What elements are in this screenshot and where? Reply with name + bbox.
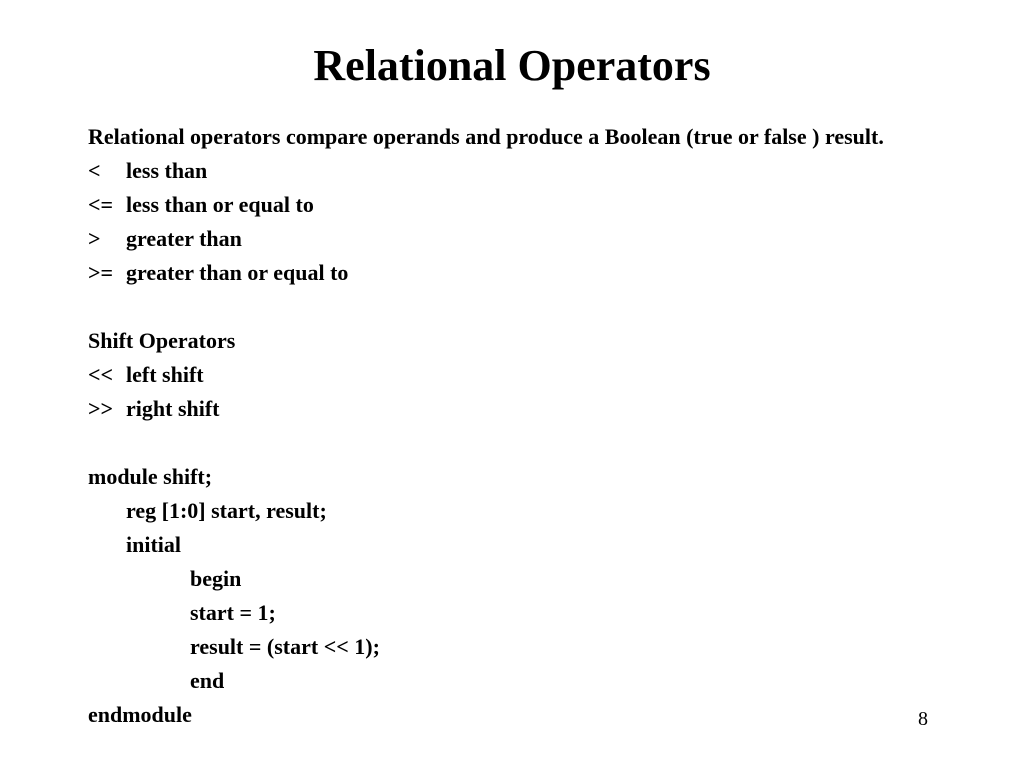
spacer — [88, 426, 948, 460]
operator-label: greater than — [126, 226, 242, 251]
operator-label: right shift — [126, 396, 220, 421]
code-line: module shift; — [88, 464, 213, 489]
code-line: endmodule — [88, 702, 192, 727]
code-line: begin — [190, 566, 242, 591]
intro-paragraph: Relational operators compare operands and produce a Boolean (true or false ) result. — [88, 124, 884, 149]
operator-row-less-than-or-equal — [88, 188, 948, 222]
operator-label: less than or equal to — [126, 192, 314, 217]
code-line: reg [1:0] start, result; — [126, 498, 327, 523]
operator-symbol: < — [88, 158, 101, 183]
operator-row-right-shift — [88, 392, 948, 426]
operator-row-less-than — [88, 154, 948, 188]
operator-symbol: << — [88, 362, 114, 387]
code-line: end — [190, 668, 225, 693]
slide-body — [88, 124, 948, 732]
operator-symbol: >= — [88, 260, 114, 285]
spacer — [88, 290, 948, 324]
operator-symbol: > — [88, 226, 101, 251]
shift-heading: Shift Operators — [88, 328, 236, 353]
code-line: result = (start << 1); — [190, 634, 380, 659]
operator-label: left shift — [126, 362, 204, 387]
operator-row-left-shift — [88, 358, 948, 392]
operator-label: greater than or equal to — [126, 260, 349, 285]
operator-label: less than — [126, 158, 208, 183]
code-line: initial — [126, 532, 182, 557]
operator-symbol: <= — [88, 192, 114, 217]
code-line: start = 1; — [190, 600, 276, 625]
operator-row-greater-than-or-equal — [88, 256, 948, 290]
slide-title: Relational Operators — [313, 41, 711, 90]
operator-row-greater-than — [88, 222, 948, 256]
operator-symbol: >> — [88, 396, 114, 421]
page-number: 8 — [918, 708, 928, 730]
